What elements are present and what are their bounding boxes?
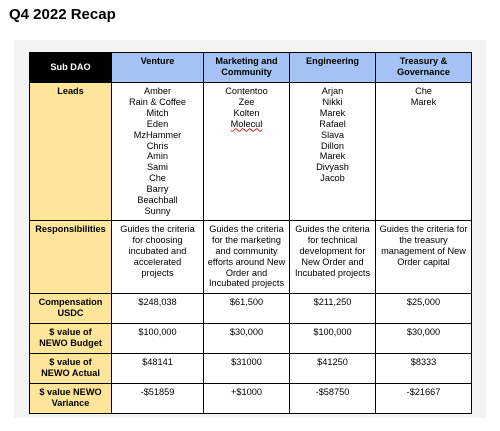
cell-newo-budget-marketing: $30,000 <box>204 323 290 353</box>
lead-name: Che <box>149 173 166 184</box>
cell-responsibilities-engineering <box>290 220 376 293</box>
cell-newo-actual-marketing: $31000 <box>204 353 290 383</box>
lead-name: MzHammer <box>133 129 182 140</box>
cell-newo-variance-marketing: +$1000 <box>204 383 290 413</box>
lead-name: Marek <box>319 107 346 118</box>
lead-name: Barry <box>146 184 169 195</box>
lead-name: Contentoo <box>225 86 268 96</box>
text-line: Incubated projects <box>208 278 285 289</box>
lead-name: Che <box>415 86 432 96</box>
row-label-line: Responsibilities <box>35 223 106 234</box>
row-label-line: $ value of <box>49 327 92 338</box>
row-label-line: $ value of <box>49 357 92 368</box>
lead-name <box>206 119 287 130</box>
cell-leads-engineering <box>290 83 376 221</box>
lead-name: Eden <box>146 118 169 129</box>
lead-name: Sami <box>147 162 168 173</box>
cell-leads-venture <box>112 83 204 221</box>
cell-newo-variance-venture: -$51859 <box>112 383 204 413</box>
lead-name: Divyash <box>316 162 349 173</box>
cell-newo-budget-venture: $100,000 <box>112 323 204 353</box>
text-line: Order capital <box>397 256 450 267</box>
text-line: accelerated <box>133 256 182 267</box>
lead-name: Nikki <box>322 96 343 107</box>
text-line: Guides the criteria <box>209 223 284 234</box>
header-line: Engineering <box>305 56 360 66</box>
lead-name: Rain & Coffee <box>128 96 187 107</box>
text-line: management of New <box>381 245 466 256</box>
row-label-line: Compensation <box>38 297 103 308</box>
corner-cell: Sub DAO <box>30 53 112 83</box>
row-label-line: NEWO Actual <box>41 368 100 379</box>
lead-name: Sunny <box>144 205 171 216</box>
row-newo-variance <box>30 383 472 413</box>
document-title: Q4 2022 Recap <box>9 6 116 23</box>
cell-newo-actual-treasury: $8333 <box>376 353 472 383</box>
column-header-marketing-community <box>204 53 290 83</box>
row-label-line: Leads <box>57 86 84 96</box>
cell-newo-actual-venture: $48141 <box>112 353 204 383</box>
spellcheck-flagged-text[interactable]: Molecul <box>230 118 263 129</box>
cell-newo-budget-treasury: $30,000 <box>376 323 472 353</box>
text-line: development for <box>299 245 366 256</box>
lead-name: Beachball <box>137 195 178 206</box>
row-label-newo-budget <box>30 323 112 353</box>
lead-name: Slava <box>321 129 344 140</box>
lead-name: Marek <box>410 96 437 107</box>
cell-compensation-marketing: $61,500 <box>204 293 290 323</box>
row-label-newo-actual <box>30 353 112 383</box>
row-label-newo-variance <box>30 383 112 413</box>
row-newo-budget <box>30 323 472 353</box>
row-label-line: Variance <box>51 398 90 409</box>
row-label-compensation <box>30 293 112 323</box>
lead-name: Jacob <box>320 173 345 184</box>
lead-name: Rafael <box>319 118 346 129</box>
cell-leads-treasury <box>376 83 472 221</box>
cell-leads-marketing <box>204 83 290 221</box>
cell-newo-variance-engineering: -$58750 <box>290 383 376 413</box>
lead-name: Dillon <box>321 140 344 151</box>
text-line: New Order and <box>301 256 364 267</box>
row-newo-actual <box>30 353 472 383</box>
cell-responsibilities-marketing <box>204 220 290 293</box>
lead-name: Marek <box>319 151 346 162</box>
cell-responsibilities-treasury <box>376 220 472 293</box>
header-line: Governance <box>396 66 451 77</box>
lead-name: Zee <box>238 96 255 107</box>
cell-compensation-treasury: $25,000 <box>376 293 472 323</box>
cell-newo-variance-treasury: -$21667 <box>376 383 472 413</box>
row-label-line: USDC <box>57 308 84 319</box>
text-line: projects <box>141 267 174 278</box>
column-header-treasury-governance <box>376 53 472 83</box>
cell-compensation-venture: $248,038 <box>112 293 204 323</box>
text-line: the treasury <box>399 234 448 245</box>
row-label-line: $ value NEWO <box>39 387 102 398</box>
text-line: for technical <box>307 234 358 245</box>
text-line: for the marketing <box>212 234 281 245</box>
row-leads <box>30 83 472 221</box>
recap-table <box>29 52 472 414</box>
text-line: incubated and <box>128 245 187 256</box>
lead-name: Chris <box>146 140 169 151</box>
lead-name: Arjan <box>321 86 344 96</box>
column-header-venture <box>112 53 204 83</box>
header-line: Marketing and <box>215 56 278 66</box>
lead-name: Kolten <box>233 107 260 118</box>
cell-responsibilities-venture <box>112 220 204 293</box>
text-line: efforts around New <box>207 256 286 267</box>
row-compensation <box>30 293 472 323</box>
header-line: Venture <box>140 56 175 66</box>
cell-newo-actual-engineering: $41250 <box>290 353 376 383</box>
row-label-responsibilities <box>30 220 112 293</box>
text-line: for choosing <box>132 234 183 245</box>
text-line: Guides the criteria <box>295 223 370 234</box>
cell-newo-budget-engineering: $100,000 <box>290 323 376 353</box>
text-line: Incubated projects <box>294 267 371 278</box>
text-line: Guides the criteria for <box>379 223 468 234</box>
cell-compensation-engineering: $211,250 <box>290 293 376 323</box>
header-line: Community <box>221 66 272 77</box>
header-line: Treasury & <box>399 56 448 66</box>
lead-name: Mitch <box>146 107 169 118</box>
text-line: Order and <box>225 267 268 278</box>
lead-name: Amber <box>143 86 172 96</box>
lead-name: Amin <box>147 151 168 162</box>
row-responsibilities <box>30 220 472 293</box>
column-header-engineering <box>290 53 376 83</box>
text-line: Guides the criteria <box>120 223 195 234</box>
row-label-leads <box>30 83 112 221</box>
text-line: and community <box>215 245 278 256</box>
row-label-line: NEWO Budget <box>39 338 102 349</box>
header-row <box>30 53 472 83</box>
